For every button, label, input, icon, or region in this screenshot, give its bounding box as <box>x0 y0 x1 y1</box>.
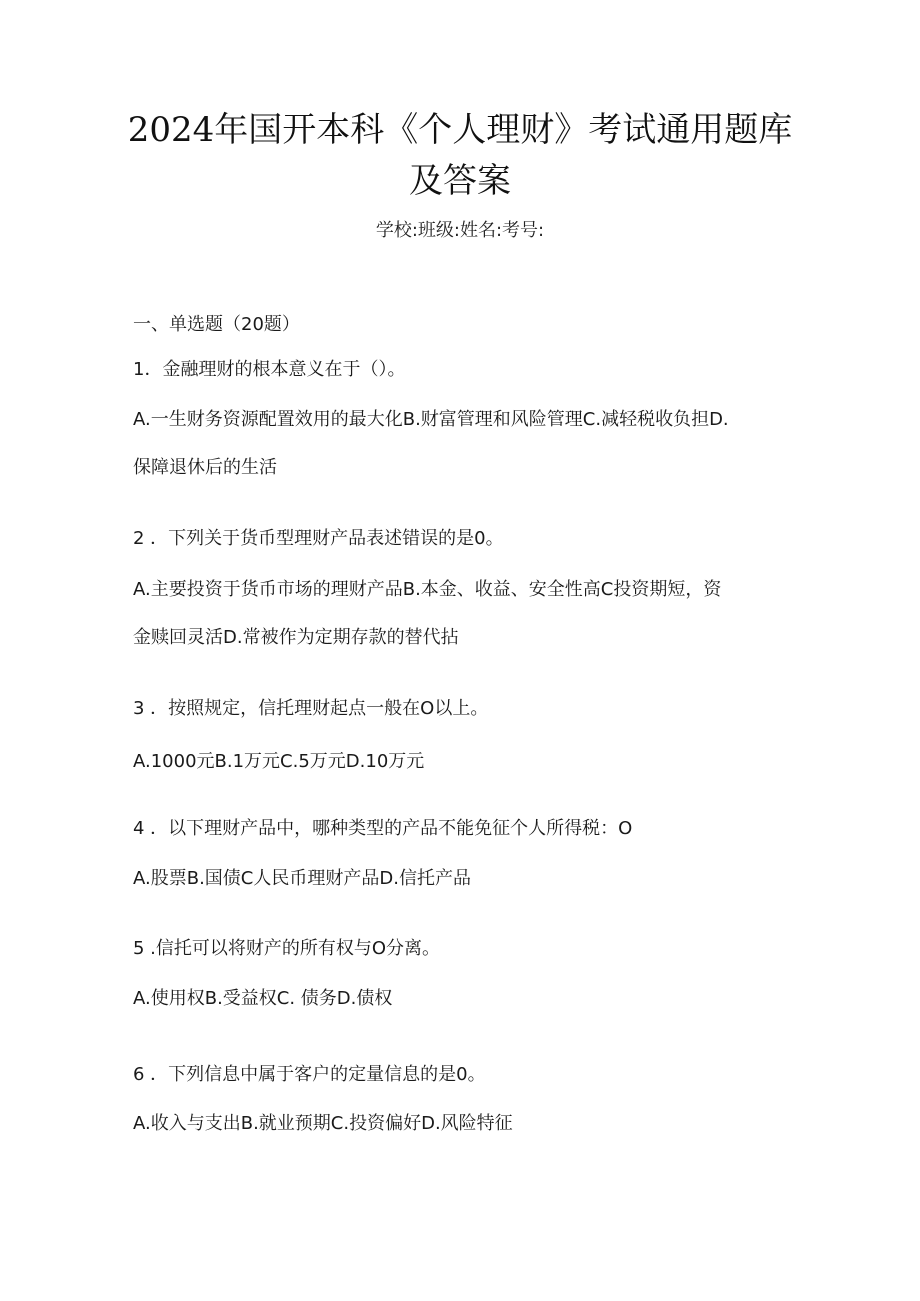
document-title-line-1: 2024年国开本科《个人理财》考试通用题库 <box>127 110 793 150</box>
question-5-stem: 5 .信托可以将财产的所有权与O分离。 <box>133 938 441 959</box>
question-2-stem: 2 ．下列关于货币型理财产品表述错误的是0。 <box>133 528 504 549</box>
question-3-options: A.1000元B.1万元C.5万元D.10万元 <box>133 751 425 772</box>
question-6-stem: 6 ．下列信息中属于客户的定量信息的是0。 <box>133 1064 486 1085</box>
question-2-options-continued: 金赎回灵活D.常被作为定期存款的替代拈 <box>133 627 459 648</box>
question-1-options: A.一生财务资源配置效用的最大化B.财富管理和风险管理C.减轻税收负担D. <box>133 409 729 430</box>
question-2-options: A.主要投资于货币市场的理财产品B.本金、收益、安全性高C投资期短，资 <box>133 579 722 600</box>
document-title-line-2: 及答案 <box>409 161 511 201</box>
question-1-stem: 1．金融理财的根本意义在于（）。 <box>133 359 406 380</box>
question-6-options: A.收入与支出B.就业预期C.投资偏好D.风险特征 <box>133 1113 513 1134</box>
question-4-options: A.股票B.国债C人民币理财产品D.信托产品 <box>133 868 471 889</box>
student-info-line: 学校:班级:姓名:考号: <box>375 220 545 241</box>
question-3-stem: 3 ．按照规定，信托理财起点一般在O以上。 <box>133 698 489 719</box>
section-heading: 一、单选题（20题） <box>133 314 300 335</box>
question-4-stem: 4 ．以下理财产品中，哪种类型的产品不能免征个人所得税：O <box>133 818 633 839</box>
question-1-options-continued: 保障退休后的生活 <box>133 457 277 478</box>
question-5-options: A.使用权B.受益权C. 债务D.债权 <box>133 988 393 1009</box>
